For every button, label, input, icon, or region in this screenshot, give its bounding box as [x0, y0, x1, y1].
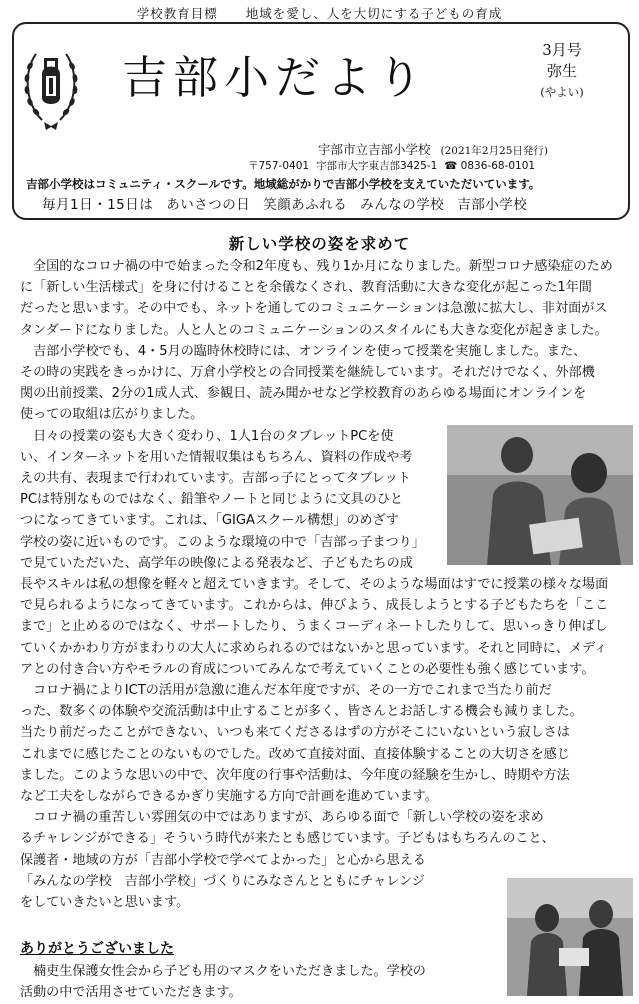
- thanks-heading: ありがとうございました: [20, 941, 174, 957]
- greeting-part: 笑顔あふれる: [263, 197, 348, 213]
- greeting-part: 吉部小学校: [457, 197, 528, 213]
- month-reading: (やよい): [540, 85, 584, 99]
- article-line: これまでに感じたことのないものでした。改めて直接対面、直接体験することの大切さを感じ: [20, 746, 570, 762]
- article-line: PCは特別なものではなく、鉛筆やノートと同じように文具のひと: [20, 492, 404, 508]
- article-line: えの共有、表現まで行われています。吉部っ子にとってタブレット: [20, 471, 411, 486]
- article-line: に「新しい生活様式」を身に付けることを余儀なくされ、教育活動に大きな変化が起こった1年間: [20, 280, 592, 296]
- school-motto: [0, 4, 639, 22]
- thanks-line: 活動の中で活用させていただきます。: [20, 985, 242, 1000]
- article-line: まで」と止めるのではなく、サポートしたり、うまくコーディネートしたりして、思いっきり伸ばし: [20, 619, 608, 635]
- article-line: 保護者・地域の方が「吉部小学校で学べてよかった」と心から思える: [20, 852, 426, 868]
- greeting-part: みんなの学校: [360, 197, 445, 213]
- greeting-part: あいさつの日: [166, 197, 251, 213]
- motto-text: 地域を愛し、人を大切にする子どもの育成: [245, 6, 503, 21]
- article-line: 日々の授業の姿も大きく変わり、1人1台のタブレットPCを使: [20, 428, 394, 444]
- article-line: だったと思います。その中でも、ネットを通してのコミュニケーションは急激に拡大し、非対面がス: [20, 301, 608, 317]
- address-line: [248, 158, 542, 173]
- school-info: [318, 140, 548, 158]
- classroom-tablet-photo: [447, 425, 633, 565]
- article-line: で見ていただいた、高学年の映像による発表など、子どもたちの成: [20, 555, 413, 571]
- article-line: 全国的なコロナ禍の中で始まった令和2年度も、残り1か月になりました。新型コロナ感染症のため: [20, 259, 613, 274]
- issue-number: 3月号: [542, 41, 582, 59]
- phone-number: ☎ 0836-68-0101: [444, 160, 536, 172]
- article-line: など工夫をしながらできるかぎり実施する方向で計画を進めています。: [20, 789, 438, 804]
- thanks-line: 楠吏生保護女性会から子ども用のマスクをいただきました。学校の: [20, 964, 426, 979]
- article-heading: 新しい学校の姿を求めて: [228, 234, 411, 253]
- article-line: つになってきています。これは、「GIGAスクール構想」のめざす: [20, 513, 399, 529]
- article-line: ました。このような思いの中で、次年度の行事や活動は、今年度の経験を生かし、時期や方法: [20, 767, 570, 783]
- school-emblem-icon: [22, 40, 80, 136]
- month-name: 弥生: [546, 62, 577, 80]
- article-line: 吉部小学校でも、4・5月の臨時休校時には、オンラインを使って授業を実施しました。また、: [20, 343, 587, 359]
- motto-label: 学校教育目標: [136, 6, 218, 21]
- article-line: で見られるようになってきています。これからは、伸びよう、成長しようとする子どもたちを「ここ: [20, 598, 609, 614]
- mask-donation-photo: [507, 878, 633, 996]
- article-line: コロナ禍の重苦しい雰囲気の中ではありますが、あらゆる面で「新しい学校の姿を求め: [20, 810, 544, 826]
- article-line: タンダードになりました。人と人とのコミュニケーションのスタイルにも大きな変化が起きました。: [20, 322, 608, 338]
- issue-date: (2021年2月25日発行): [440, 145, 548, 157]
- article-line: 学校の姿に近いものです。このような環境の中で「吉部っ子まつり」: [20, 534, 425, 550]
- street-address: 宇部市大字東吉部3425-1: [316, 160, 438, 172]
- community-school-note: 吉部小学校はコミュニティ・スクールです。地域総がかりで吉部小学校を支えていただいています。: [26, 177, 541, 191]
- article-line: をしていきたいと思います。: [20, 895, 190, 910]
- article-line: コロナ禍によりICTの活用が急激に進んだ本年度ですが、その一方でこれまで当たり前だ: [20, 683, 552, 698]
- newsletter-title: 吉部小だより: [122, 51, 429, 104]
- school-name: 宇部市立吉部小学校: [318, 142, 431, 157]
- greeting-slogan: [42, 193, 540, 213]
- article-line: 関の出前授業、2分の1成人式、参観日、読み聞かせなど学校教育のあらゆる場面にオンラインを: [20, 386, 587, 402]
- article-line: った、数多くの体験や交流活動は中止することが多く、皆さんとお話しする機会も減りました。: [20, 704, 583, 720]
- postal-code: 〒757-0401: [248, 160, 310, 172]
- article-line: 「みんなの学校 吉部小学校」づくりにみなさんとともにチャレンジ: [20, 873, 425, 889]
- greeting-part: 毎月1日・15日は: [42, 197, 154, 213]
- article-line: 当たり前だったことができない、いつも来てくださるはずの方がそこにいないという寂しさは: [20, 725, 570, 741]
- article-line: い、インターネットを用いた情報収集はもちろん、資料の作成や考: [20, 449, 413, 465]
- issue-block: [522, 40, 602, 103]
- article-line: 長やスキルは私の想像を軽々と超えていきます。そして、そのような場面はすでに授業の様々な場面: [20, 577, 609, 592]
- article-line: るチャレンジができる」そういう時代が来たとも感じています。子どもはもちろんのこと、: [20, 831, 555, 847]
- article-line: その時の実践をきっかけに、万倉小学校との合同授業を継続しています。それだけでなく、外部機: [20, 365, 595, 380]
- article-line: アとの付き合い方やモラルの育成についてみんなで考えていくことの必要性も強く感じています。: [20, 661, 595, 677]
- article-line: 使っての取組は広がりました。: [20, 407, 204, 423]
- article-line: ていくかかわり方がまわりの大人に求められるのではないかと思っています。それと同時に、メディ: [20, 640, 608, 656]
